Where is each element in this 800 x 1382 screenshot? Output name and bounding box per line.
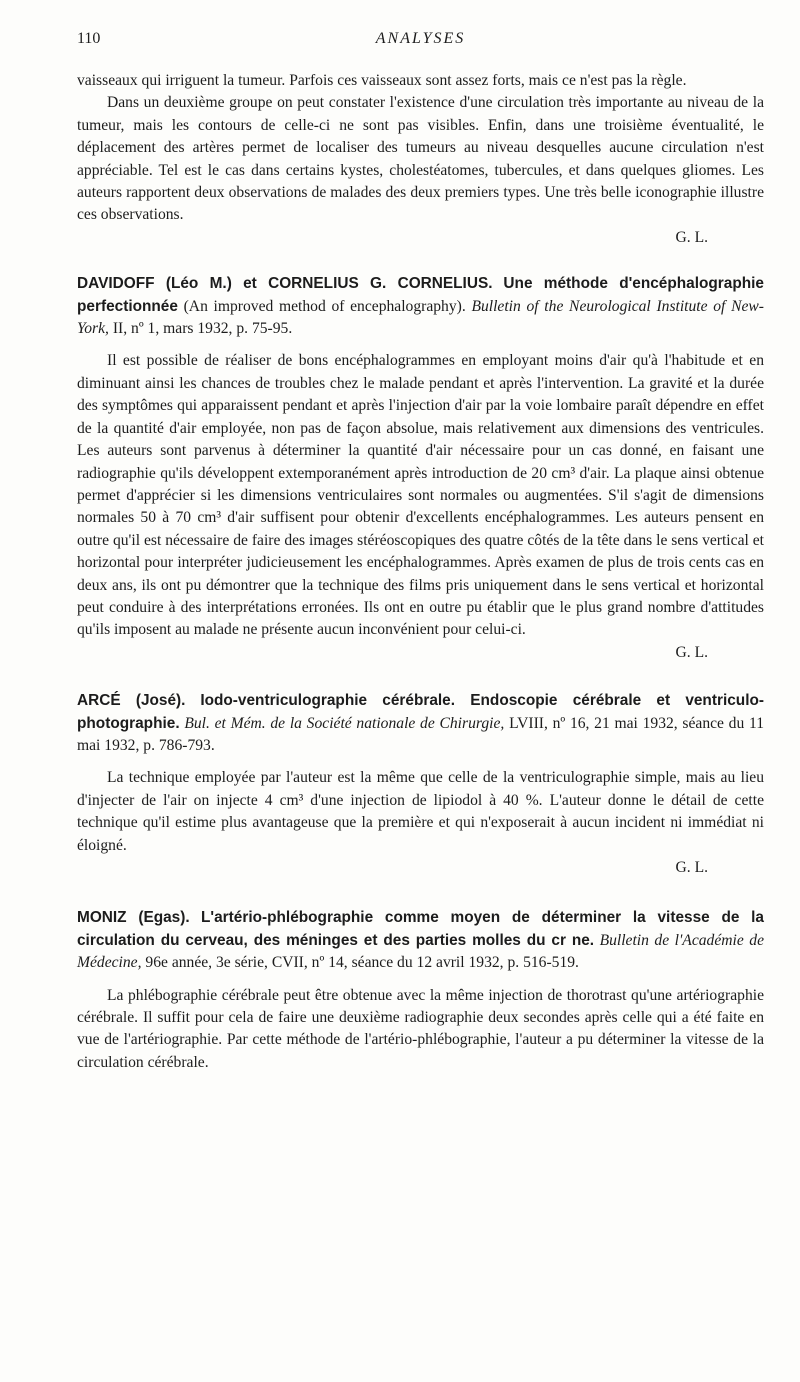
entry-heading <box>77 273 764 340</box>
entry-journal: Bulletin de l'Académie de Médecine, <box>77 931 764 972</box>
continuation-paragraph: vaisseaux qui irriguent la tumeur. Parfois ces vaisseaux sont assez forts, mais ce n'est pas la règle. <box>77 72 687 89</box>
entry-title: L'artério-phlébographie comme moyen de déterminer la vitesse de la circulation du cerveau, des méninges et des parties molles du cr ne. <box>77 909 764 949</box>
entry-heading <box>77 690 764 757</box>
entry-citation: II, nº 1, mars 1932, p. 75-95. <box>112 320 293 338</box>
entry-journal: Bulletin of the Neurological Institute of New-York, <box>77 297 764 338</box>
reviewer-signature: G. L. <box>675 859 708 876</box>
entry-translation: (An improved method of encephalography). <box>183 297 466 315</box>
entry-heading <box>77 907 764 974</box>
running-title: ANALYSES <box>375 30 466 47</box>
entry-author: DAVIDOFF (Léo M.) et CORNELIUS G. CORNELIUS. <box>77 275 493 293</box>
reviewer-signature: G. L. <box>675 643 708 661</box>
review-entry-arce <box>77 690 764 879</box>
page-number: 110 <box>77 30 101 47</box>
entry-title: Une méthode d'encéphalographie perfectionnée <box>77 275 764 315</box>
entry-abstract: La phlébographie cérébrale peut être obtenue avec la même injection de thorotrast qu'une artériographie cérébrale. Il suffit pour cela de faire une deuxième radiographie deux secondes après celle qui a été faite en vue de l'artériographie. Par cette méthode de l'artério-phlébographie, l'auteur a pu déterminer la vitesse de la circulation cérébrale. <box>77 986 764 1071</box>
entry-citation: 96e année, 3e série, CVII, nº 14, séance du 12 avril 1932, p. 516-519. <box>145 954 579 972</box>
review-entry-moniz <box>77 907 764 1074</box>
article-body <box>77 70 764 1074</box>
entry-abstract: Il est possible de réaliser de bons encéphalogrammes en employant moins d'air qu'à l'habitude et en diminuant ainsi les chances de troubles chez le malade pendant et après l'intervention. La gravité et la durée des symptômes qui apparaissent pendant et après l'injection d'air par la voie lombaire paraît dépendre en effet de la quantité d'air employée, non pas de façon absolue, mais relativement aux dimensions des ventricules. Les auteurs sont parvenus à déterminer la quantité d'air nécessaire pour un cas donné, en faisant une radiographie qu'ils développent extemporanément après introduction de 20 cm³ d'air. La plaque ainsi obtenue permet d'apprécier si les dimensions ventriculaires sont normales ou augmentées. S'il s'agit de dimensions normales 50 à 70 cm³ d'air suffisent pour obtenir d'excellents encéphalogrammes. Les auteurs pensent en outre qu'il est nécessaire de faire des images stéréoscopiques des quatre côtés de la tête dans le sens vertical et horizontal pour interpréter judicieusement les encéphalogrammes. Après examen de plus de trois cents cas en deux ans, ils ont pu démontrer que la technique des films pris uniquement dans le sens vertical et horizontal peut conduire à des interprétations erronées. Ils ont en outre pu établir que le plus grand nombre d'attitudes qu'ils imposent au malade ne présente aucun inconvénient pour celui-ci. <box>77 352 764 639</box>
entry-journal: Bul. et Mém. de la Société nationale de Chirurgie, <box>184 714 505 732</box>
entry-citation: LVIII, nº 16, 21 mai 1932, séance du 11 mai 1932, p. 786-793. <box>77 714 765 754</box>
reviewer-signature: G. L. <box>675 228 708 246</box>
review-entry-davidoff <box>77 273 764 664</box>
continued-review <box>77 70 764 249</box>
running-header <box>77 30 764 52</box>
continuation-paragraph: Dans un deuxième groupe on peut constater l'existence d'une circulation très importante au niveau de la tumeur, mais les contours de celle-ci ne sont pas visibles. Enfin, dans une troisième éventualité, le déplacement des artères permet de localiser des tumeurs au niveau desquelles aucune circulation n'est appréciable. Tel est le cas dans certains kystes, cholestéatomes, tubercules, et dans quelques gliomes. Les auteurs rapportent deux observations de malades des deux premiers types. Une très belle iconographie illustre ces observations. <box>77 94 764 224</box>
entry-author: ARCÉ (José). <box>77 692 186 710</box>
entry-author: MONIZ (Egas). <box>77 909 190 927</box>
entry-title: Iodo-ventriculographie cérébrale. Endoscopie cérébrale et ventriculo-photographie. <box>77 692 764 732</box>
entry-abstract: La technique employée par l'auteur est la même que celle de la ventriculographie simple, mais au lieu d'injecter de l'air on injecte 4 cm³ d'une injection de lipiodol à 40 %. L'auteur donne le détail de cette technique qu'il estime plus avantageuse que la première et qui n'exposerait à aucun incident ni immédiat ni éloigné. <box>77 769 764 854</box>
